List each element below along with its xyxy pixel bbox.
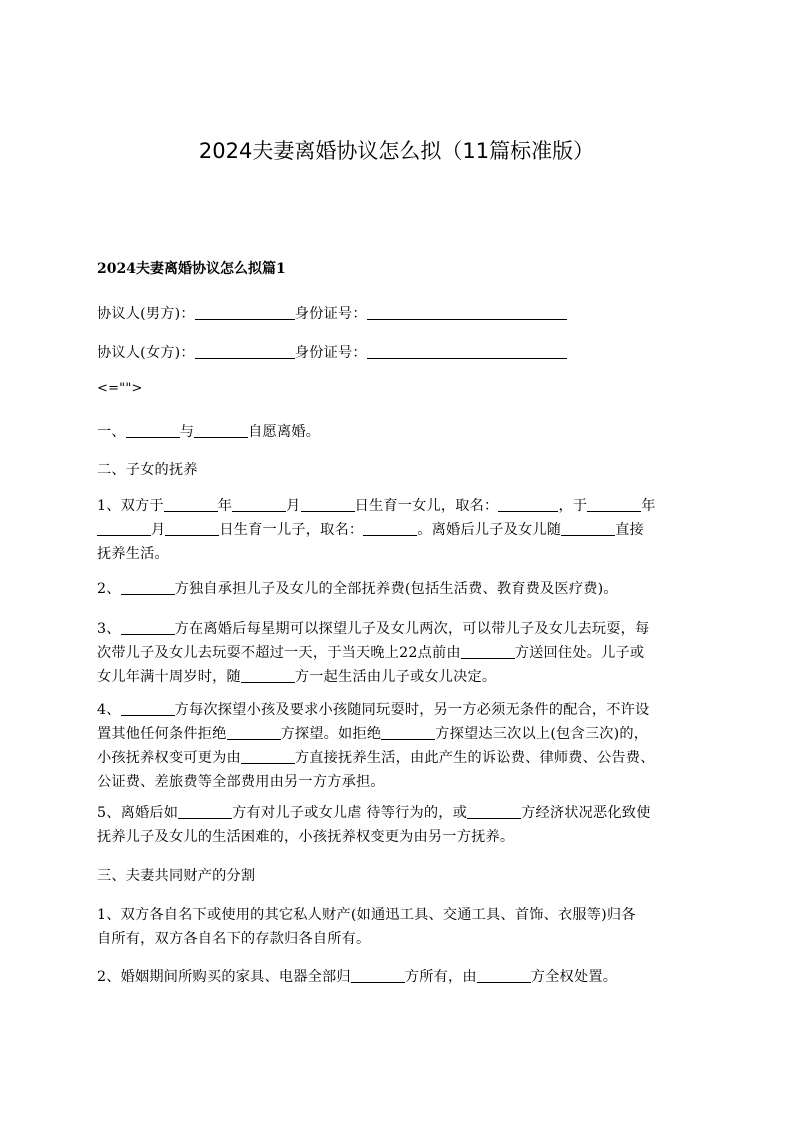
blank [164,496,218,512]
text: 2、 [97,581,121,597]
clause-1-suffix: 自愿离婚。 [248,424,321,440]
party-male-label: 协议人(男方)： [97,306,195,322]
blank [121,579,175,595]
text: 方经济状况恶化致使 [521,805,651,821]
document-title: 2024夫妻离婚协议怎么拟（11篇标准版） [198,139,595,163]
clause-2-5 [97,801,705,849]
clause-1-mid: 与 [179,424,195,440]
text: 直接 [615,522,644,538]
text: 公证费、差旅费等全部费用由另一方方承担。 [97,774,385,790]
text: 方全权处置。 [530,969,618,985]
text: 方所有，由 [404,969,477,985]
blank [363,520,417,536]
blank [165,520,219,536]
blank [241,748,295,764]
female-id-blank [367,343,567,359]
heading-child-support: 二、子女的抚养 [97,462,198,478]
text: 抚养儿子及女儿的生活困难的，小孩抚养权变更为由另一方抚养。 [97,829,515,845]
text: 1、双方各自名下或使用的其它私人财产(如通迅工具、交通工具、首饰、衣服等)归各 [97,907,636,923]
section-heading: 2024夫妻离婚协议怎么拟篇1 [97,261,286,277]
clause-2-2 [97,577,705,601]
text: 方探望达三次以上(包含三次)的， [435,726,649,742]
clause-3-1 [97,903,705,951]
text: 年 [217,498,233,514]
blank [241,667,295,683]
text: 4、 [97,702,121,718]
clause-1-prefix: 一、 [97,424,126,440]
clause-1 [97,420,705,444]
stray-tag-text: <=""> [97,381,143,396]
text: 方直接抚养生活，由此产生的诉讼费、律师费、公告费、 [294,750,655,766]
male-id-blank [367,304,567,320]
blank [178,803,232,819]
party-female-line [97,341,705,365]
text: 小孩抚养权变可更为由 [97,750,241,766]
text: 女儿年满十周岁时，随 [97,669,241,685]
blank [97,520,151,536]
text: 5、离婚后如 [97,805,179,821]
text: 自所有，双方各自名下的存款归各自所有。 [97,931,371,947]
party-male-line [97,302,705,326]
text: 。离婚后儿子及女儿随 [417,522,562,538]
clause-3-2 [97,965,705,989]
text: 方一起生活由儿子或女儿决定。 [294,669,497,685]
blank [227,724,281,740]
blank [467,803,521,819]
male-name-blank [195,304,295,320]
blank [381,724,435,740]
text: 方有对儿子或女儿虐 待等行为的，或 [232,805,468,821]
blank [498,496,558,512]
text: 置其他任何条件拒绝 [97,726,227,742]
blank [461,643,515,659]
text: 1、双方于 [97,498,164,514]
text: 方在离婚后每星期可以探望儿子及女儿两次，可以带儿子及女儿去玩耍，每 [174,621,650,637]
blank [232,496,286,512]
text: 方独自承担儿子及女儿的全部抚养费(包括生活费、教育费及医疗费)。 [174,581,618,597]
blank [301,496,355,512]
text: 方每次探望小孩及要求小孩随同玩耍时，另一方必须无条件的配合，不许设 [174,702,650,718]
male-id-label: 身份证号： [294,306,367,322]
text: 方送回住处。儿子或 [514,645,645,661]
text: 月 [286,498,301,514]
blank [126,422,180,438]
blank [351,967,405,983]
text: 2、婚姻期间所购买的家具、电器全部归 [97,969,351,985]
party-female-label: 协议人(女方)： [97,345,195,361]
blank [561,520,615,536]
female-id-label: 身份证号： [294,345,367,361]
clause-2-1 [97,494,705,566]
heading-property-division: 三、夫妻共同财产的分割 [97,868,256,884]
clause-2-3 [97,617,705,689]
text: 年 [641,498,656,514]
blank [587,496,641,512]
text: ，于 [558,498,588,514]
text: 方探望。如拒绝 [280,726,382,742]
text: 抚养生活。 [97,546,169,562]
text: 日生育一女儿，取名： [354,498,499,514]
text: 日生育一儿子，取名： [219,522,364,538]
text: 3、 [97,621,121,637]
blank [121,619,175,635]
female-name-blank [195,343,295,359]
blank [194,422,248,438]
text: 月 [151,522,166,538]
text: 次带儿子及女儿去玩耍不超过一天，于当天晚上22点前由 [97,645,461,661]
clause-2-4 [97,698,705,794]
blank [477,967,531,983]
blank [121,700,175,716]
